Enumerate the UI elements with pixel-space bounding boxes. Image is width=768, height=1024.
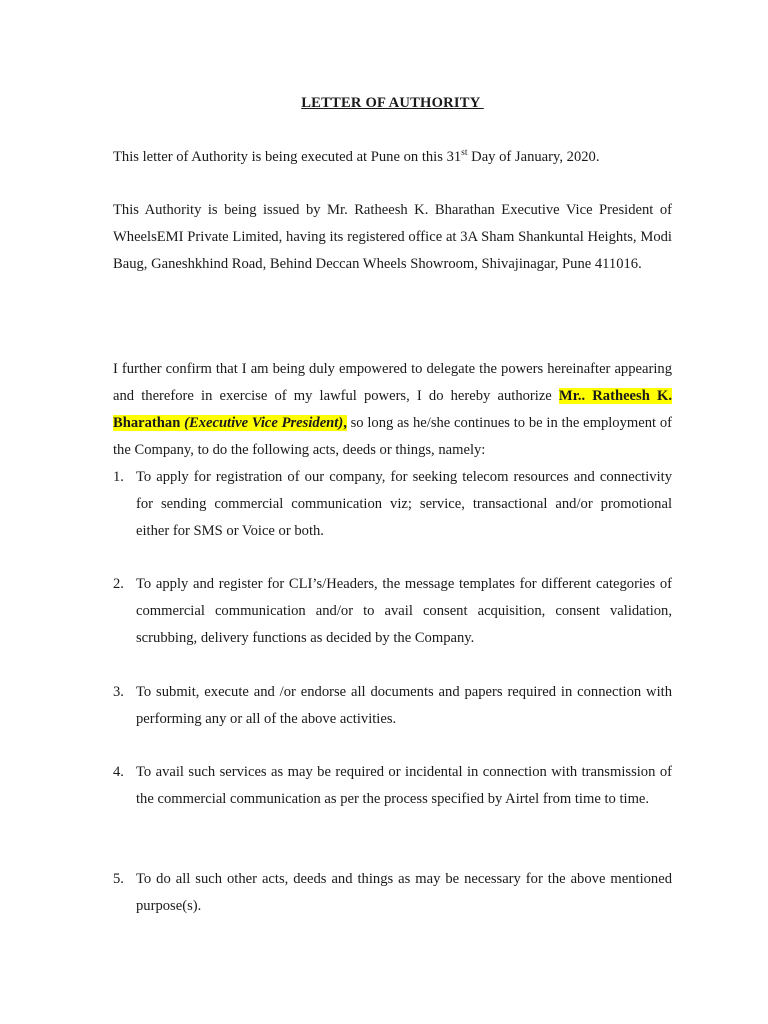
list-number: 4. [113,764,124,780]
execution-text: This letter of Authority is being executed at Pune on this 31 [113,149,462,165]
list-number: 2. [113,576,124,592]
authorization-paragraph [113,356,672,464]
list-number: 1. [113,469,124,485]
execution-date-text: Day of January, 2020. [467,149,600,165]
execution-paragraph [113,144,672,171]
issuer-paragraph: This Authority is being issued by Mr. Ratheesh K. Bharathan Executive Vice President of WheelsEMI Private Limited, having its registered office at 3A Sham Shankuntal Heights, Modi Baug, Ganeshkhind Road, Behind Deccan Wheels Showroom, Shivajinagar, Pune 411016. [113,202,672,272]
list-text: To do all such other acts, deeds and things as may be necessary for the above mentioned purpose(s). [136,871,672,914]
highlight-comma: , [343,415,347,431]
list-text: To avail such services as may be required or incidental in connection with transmission of the commercial communication as per the process specified by Airtel from time to time. [136,764,672,807]
authorized-person-name: Mr.. Ratheesh K. Bharathan [113,388,672,431]
list-text: To apply and register for CLI’s/Headers, the message templates for different categories of commercial communication and/or to avail consent acquisition, consent validation, scrubbing, delivery functions as decided by the Company. [136,576,672,646]
list-number: 3. [113,684,124,700]
authorization-outro: so long as he/she continues to be in the employment of the Company, to do the following acts, deeds or things, namely: [113,415,673,458]
document-page [113,0,672,1024]
authorization-intro: I further confirm that I am being duly empowered to delegate the powers hereinafter appearing and therefore in exercise of my lawful powers, I do hereby authorize [113,361,672,404]
list-text: To submit, execute and /or endorse all documents and papers required in connection with performing any or all of the above activities. [136,684,672,727]
list-number: 5. [113,871,124,887]
authorized-person-role: (Executive Vice President) [184,415,344,431]
list-text: To apply for registration of our company, for seeking telecom resources and connectivity for sending commercial communication viz; service, transactional and/or promotional either for SMS or Voice or both. [136,469,672,539]
ordinal-suffix: st [461,148,468,158]
document-title: LETTER OF AUTHORITY [301,95,484,111]
